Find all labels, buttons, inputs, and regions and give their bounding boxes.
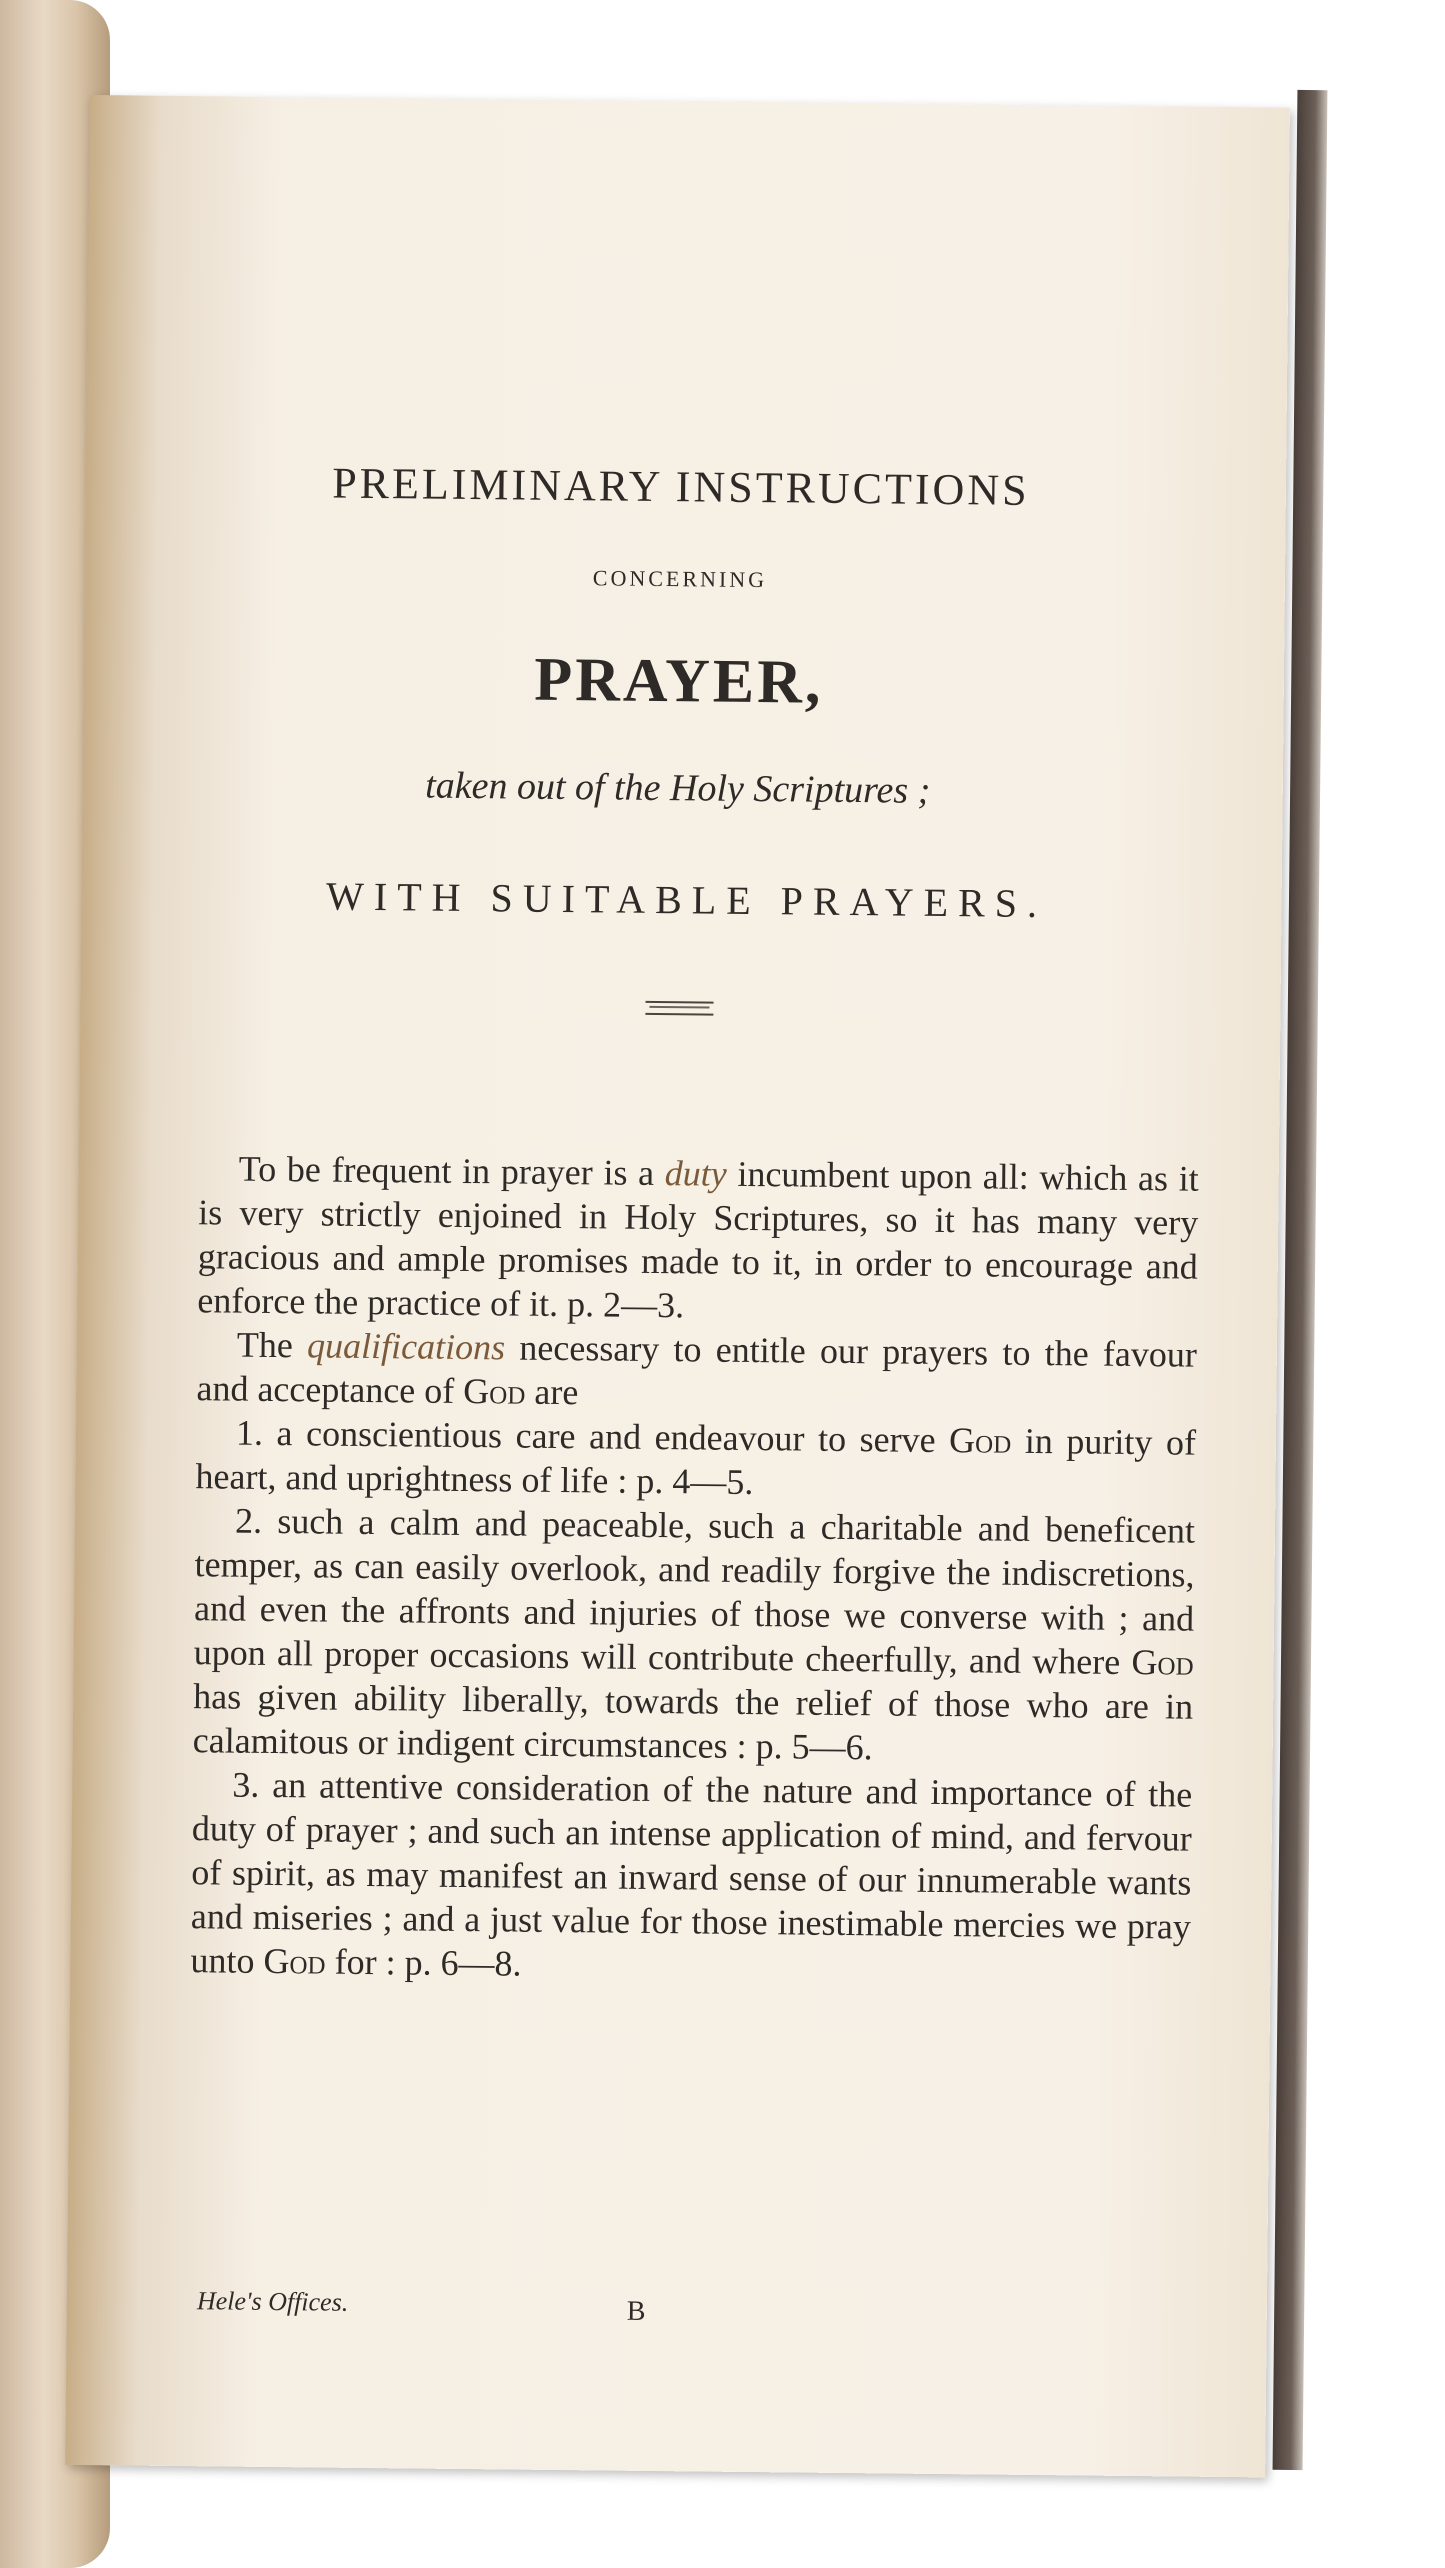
text-span: necessary to entitle our prayers to the favour and acceptance of	[196, 1327, 1198, 1411]
text-span: for : p. 6—8.	[325, 1941, 522, 1984]
god-smallcaps: God	[263, 1940, 326, 1982]
running-title: Hele's Offices.	[196, 2286, 349, 2317]
paragraph-duty	[197, 1146, 1199, 1332]
text-span: are	[525, 1371, 579, 1413]
text-span: has given ability liberally, towards the relief of those who are in calamitous or indigent circumstances : p. 5—6.	[192, 1676, 1194, 1768]
text-span: in purity of heart, and uprightness of life : p. 4—5.	[195, 1420, 1197, 1503]
paragraph-qualifications	[196, 1322, 1197, 1420]
italic-qualifications: qualifications	[306, 1325, 506, 1368]
paragraph-item-3	[190, 1762, 1192, 1992]
god-smallcaps: God	[1131, 1641, 1194, 1683]
signature-mark: B	[626, 2295, 646, 2327]
title-subtitle: taken out of the Holy Scriptures ;	[424, 764, 931, 812]
title-concerning: CONCERNING	[592, 565, 768, 593]
paragraph-item-1	[195, 1410, 1196, 1508]
text-span: 2. such a calm and peaceable, such a charitable and beneficent temper, as can easily overlook, and readily forgive the indiscretions, and even the affronts and injuries of those we converse with ; and upon all proper occasions will contribute cheerfully, and where	[193, 1500, 1196, 1682]
god-smallcaps: God	[463, 1370, 526, 1412]
italic-duty: duty	[664, 1153, 727, 1194]
book-page	[65, 95, 1290, 2477]
body-text	[190, 1146, 1199, 1992]
ornament-divider	[645, 1001, 713, 1016]
text-span: incumbent upon all: which as it is very strictly enjoined in Holy Scriptures, so it has many very gracious and ample promises made to it, in order to encourage and enforce the practice of it. p. 2—3.	[197, 1153, 1199, 1326]
title-main: PRELIMINARY INSTRUCTIONS	[331, 458, 1030, 515]
text-span: 3. an attentive consideration of the nature and importance of the duty of prayer ; and such an intense application of mind, and fervour of spirit, as may manifest an inward sense of our innumerable wants and miseries ; and a just value for those inestimable mercies we pray unto	[190, 1764, 1193, 1981]
text-span: The	[236, 1324, 308, 1366]
title-suitable-prayers: WITH SUITABLE PRAYERS.	[325, 873, 1048, 927]
text-span: To be frequent in prayer is a	[238, 1148, 665, 1194]
god-smallcaps: God	[948, 1420, 1012, 1461]
text-span: 1. a conscientious care and endeavour to serve	[235, 1412, 950, 1461]
title-prayer: PRAYER,	[533, 645, 824, 717]
paragraph-item-2	[193, 1498, 1196, 1772]
